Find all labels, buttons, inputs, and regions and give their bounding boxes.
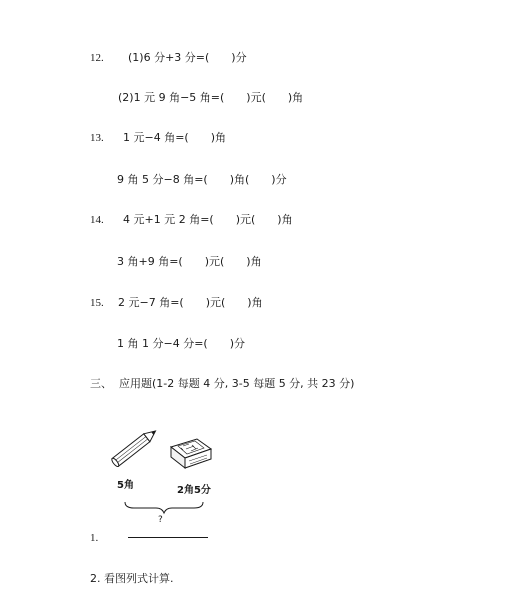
problem-12-part2: (2)1 元 9 角−5 角=( )元( )角 xyxy=(118,91,304,104)
problem-15-part2: 1 角 1 分−4 分=( )分 xyxy=(117,337,245,350)
answer-line xyxy=(128,537,208,538)
pencil-price-label: 5角 xyxy=(117,480,134,491)
section-3-heading: 三、 应用题(1-2 每题 4 分, 3-5 每题 5 分, 共 23 分) xyxy=(90,377,355,390)
problem-13-part2: 9 角 5 分−8 角=( )角( )分 xyxy=(117,173,287,186)
problem-13-part1: 1 元−4 角=( )角 xyxy=(123,131,227,144)
problem-15-number: 15. xyxy=(90,297,104,309)
problem-14-number: 14. xyxy=(90,214,104,226)
problem-12-number: 12. xyxy=(90,52,104,64)
pencil-illustration xyxy=(105,425,165,470)
problem-14-part1: 4 元+1 元 2 角=( )元( )角 xyxy=(123,213,293,226)
question-1-number: 1. xyxy=(90,532,99,544)
total-brace xyxy=(124,500,204,516)
problem-12-part1: (1)6 分+3 分=( )分 xyxy=(128,51,247,64)
question-2-text: 2. 看图列式计算. xyxy=(90,572,174,585)
problem-14-part2: 3 角+9 角=( )元( )角 xyxy=(117,255,262,268)
question-mark: ? xyxy=(158,515,163,525)
problem-13-number: 13. xyxy=(90,132,104,144)
problem-15-part1: 2 元−7 角=( )元( )角 xyxy=(118,296,263,309)
eraser-price-label: 2角5分 xyxy=(177,485,211,496)
eraser-illustration xyxy=(163,433,218,475)
